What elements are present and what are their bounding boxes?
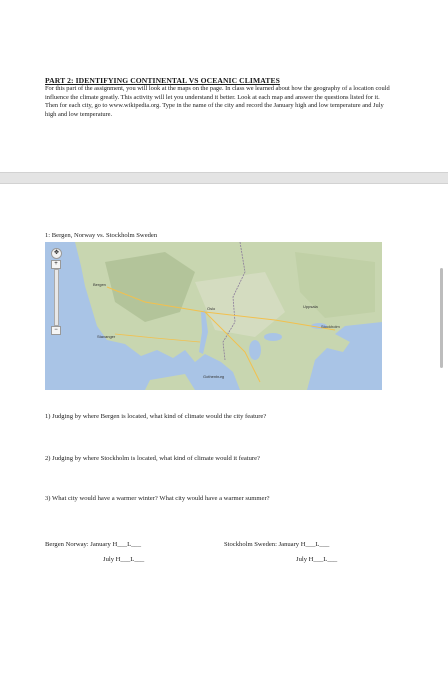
map-label-gothenburg: Gothenburg [203, 374, 225, 379]
stockholm-july-temps: July H___L___ [296, 556, 338, 563]
map-label-stockholm: Stockholm [321, 324, 340, 329]
map-label-stavanger: Stavanger [97, 334, 116, 339]
map-pan-control[interactable]: ✥ [51, 248, 62, 259]
map-terrain [45, 242, 382, 390]
question-3: 3) What city would have a warmer winter? What city would have a warmer summer? [45, 495, 270, 502]
map-label-bergen: Bergen [93, 282, 106, 287]
zoom-in-button[interactable]: + [51, 260, 61, 269]
map-label-uppsala: Uppsala [303, 304, 318, 309]
question-2: 2) Judging by where Stockholm is located, what kind of climate would it feature? [45, 455, 260, 462]
map-label-oslo: Oslo [207, 306, 216, 311]
document-page [0, 0, 448, 172]
instructions-paragraph: For this part of the assignment, you will look at the maps on the page. In class we learned about how the geography of a location could influence the climate greatly. This activity will let you understand it better. Look at each map and answer the questions listed for it. Then for each city, go to www.wikipedia.org. Type in the name of the city and record the January high and low temperature and July high and low temperature. [45, 85, 390, 119]
stockholm-january-temps: Stockholm Sweden: January H___L___ [224, 541, 330, 548]
bergen-july-temps: July H___L___ [103, 556, 145, 563]
page-separator [0, 172, 448, 184]
section-heading: PART 2: IDENTIFYING CONTINENTAL VS OCEANIC CLIMATES [45, 76, 280, 85]
scandinavia-map[interactable] [45, 242, 382, 390]
zoom-out-button[interactable]: − [51, 326, 61, 335]
map-caption: 1: Bergen, Norway vs. Stockholm Sweden [45, 232, 158, 239]
scrollbar-thumb[interactable] [440, 268, 443, 368]
bergen-january-temps: Bergen Norway: January H___L___ [45, 541, 142, 548]
question-1: 1) Judging by where Bergen is located, what kind of climate would the city feature? [45, 413, 267, 420]
zoom-slider[interactable] [54, 269, 59, 326]
